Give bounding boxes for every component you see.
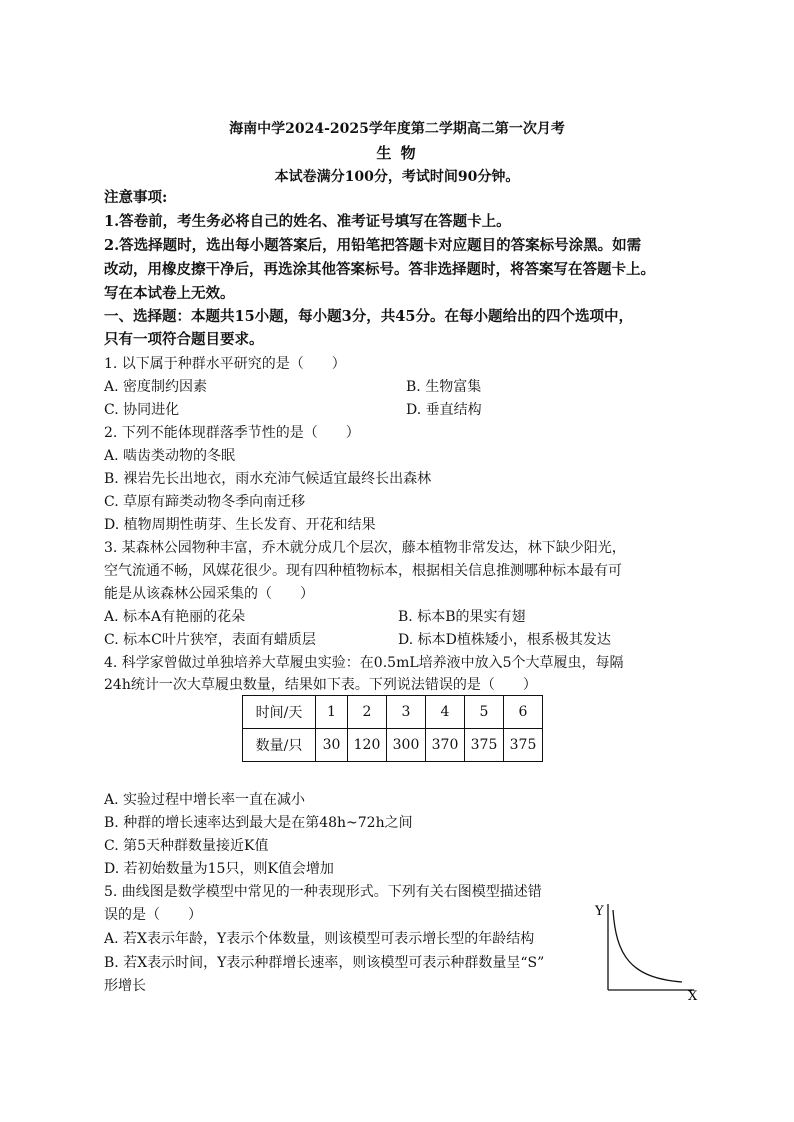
q4-stem-line2: 24h统计一次大草履虫数量，结果如下表。下列说法错误的是（ ）: [104, 677, 537, 693]
q2-option-b: B. 裸岩先长出地衣，雨水充沛气候适宜最终长出森林: [104, 471, 432, 487]
table-cell-count: 30: [316, 729, 348, 762]
table-cell-count: 300: [387, 729, 426, 762]
q3-option-a: A. 标本A有艳丽的花朵: [104, 609, 246, 625]
notes-heading: 注意事项:: [104, 189, 168, 206]
section1-line1: 一、选择题：本题共15小题，每小题3分，共45分。在每小题给出的四个选项中，: [104, 308, 633, 325]
paramecium-count-table: [242, 695, 543, 762]
q2-option-d: D. 植物周期性萌芽、生长发育、开花和结果: [104, 517, 376, 533]
x-axis-label: X: [688, 989, 698, 1002]
q1-option-d: D. 垂直结构: [406, 402, 482, 418]
q3-stem-line2: 空气流通不畅，风媒花很少。现有四种植物标本，根据相关信息推测哪种标本最有可: [104, 563, 622, 579]
notes-item-2-end: 写在本试卷上无效。: [104, 285, 235, 302]
table-cell-day: 2: [348, 696, 387, 729]
subject-title: 生 物: [376, 144, 418, 162]
table-cell-day: 3: [387, 696, 426, 729]
q4-stem-line1: 4. 科学家曾做过单独培养大草履虫实验：在0.5mL培养液中放入5个大草履虫，每隔: [104, 655, 624, 671]
notes-item-1: 1.答卷前，考生务必将自己的姓名、准考证号填写在答题卡上。: [104, 213, 511, 230]
q3-option-c: C. 标本C叶片狭窄，表面有蜡质层: [104, 632, 316, 648]
table-cell-day: 4: [426, 696, 465, 729]
q4-option-b: B. 种群的增长速率达到最大是在第48h~72h之间: [104, 815, 413, 831]
q3-stem-line3: 能是从该森林公园采集的（ ）: [104, 586, 314, 602]
exam-title: 海南中学2024-2025学年度第二学期高二第一次月考: [229, 121, 565, 137]
q5-stem-line1: 5. 曲线图是数学模型中常见的一种表现形式。下列有关右图模型描述错: [104, 884, 542, 900]
table-row-time: [243, 696, 543, 729]
q1-option-b: B. 生物富集: [406, 379, 482, 395]
decay-curve: [613, 910, 682, 982]
table-header-time: 时间/天: [243, 696, 316, 729]
q1-stem: 1. 以下属于种群水平研究的是（ ）: [104, 356, 346, 372]
table-cell-count: 120: [348, 729, 387, 762]
notes-item-2: 2.答选择题时，选出每小题答案后，用铅笔把答题卡对应题目的答案标号涂黑。如需: [104, 237, 642, 254]
q3-stem-line1: 3. 某森林公园物种丰富，乔木就分成几个层次，藤本植物非常发达，林下缺少阳光，: [104, 540, 626, 556]
table-cell-count: 375: [465, 729, 504, 762]
table-row-count: [243, 729, 543, 762]
table-cell-count: 370: [426, 729, 465, 762]
q2-option-c: C. 草原有蹄类动物冬季向南迁移: [104, 494, 306, 510]
exam-info: 本试卷满分100分，考试时间90分钟。: [274, 169, 520, 185]
decay-curve-figure: [592, 900, 702, 1002]
q3-option-b: B. 标本B的果实有翅: [398, 609, 526, 625]
y-axis-label: Y: [595, 904, 604, 919]
q4-option-a: A. 实验过程中增长率一直在减小: [104, 792, 306, 808]
q5-stem-line2: 误的是（ ）: [104, 907, 202, 923]
q5-option-b-cont: 形增长: [104, 978, 146, 994]
table-header-count: 数量/只: [243, 729, 316, 762]
section1-line2: 只有一项符合题目要求。: [104, 331, 264, 348]
q4-option-c: C. 第5天种群数量接近K值: [104, 838, 269, 854]
table-cell-day: 1: [316, 696, 348, 729]
notes-item-2-cont: 改动，用橡皮擦干净后，再选涂其他答案标号。答非选择题时，将答案写在答题卡上。: [104, 261, 655, 278]
table-cell-day: 5: [465, 696, 504, 729]
table-cell-count: 375: [504, 729, 543, 762]
table-cell-day: 6: [504, 696, 543, 729]
q3-option-d: D. 标本D植株矮小，根系极其发达: [398, 632, 611, 648]
q2-stem: 2. 下列不能体现群落季节性的是（ ）: [104, 425, 360, 441]
q4-option-d: D. 若初始数量为15只，则K值会增加: [104, 861, 334, 877]
q1-option-a: A. 密度制约因素: [104, 379, 208, 395]
q5-option-b: B. 若X表示时间，Y表示种群增长速率，则该模型可表示种群数量呈“S”: [104, 955, 545, 971]
q2-option-a: A. 啮齿类动物的冬眠: [104, 448, 236, 464]
q1-option-c: C. 协同进化: [104, 402, 180, 418]
q5-option-a: A. 若X表示年龄，Y表示个体数量，则该模型可表示增长型的年龄结构: [104, 931, 535, 947]
